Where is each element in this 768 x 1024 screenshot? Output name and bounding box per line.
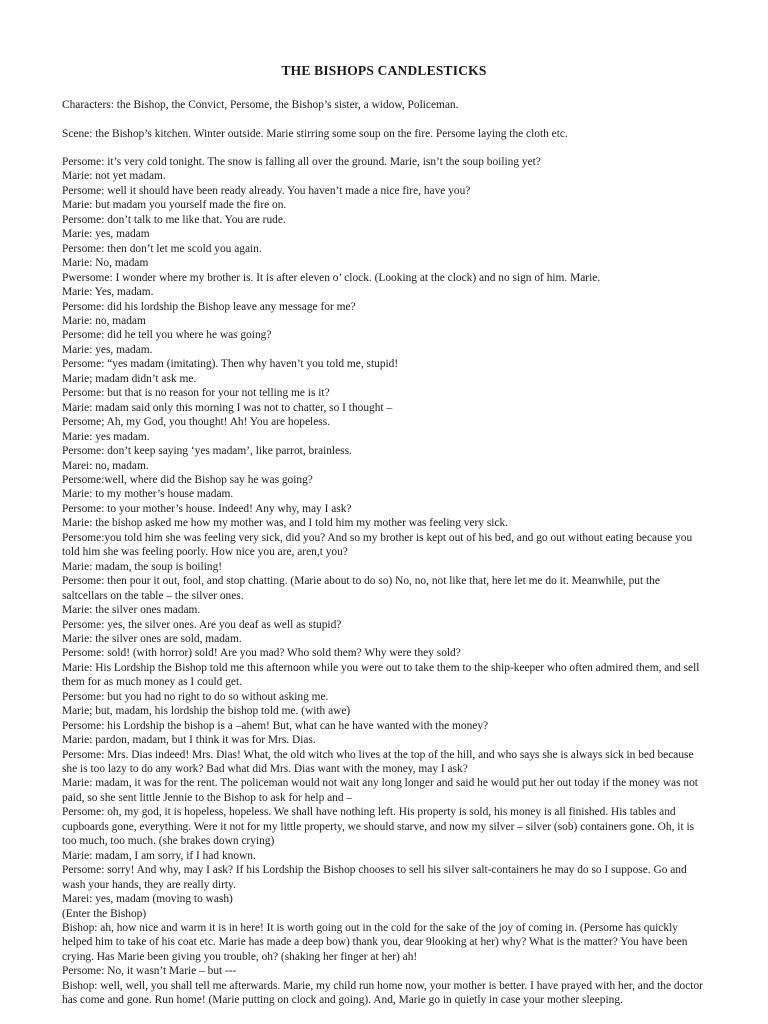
dialogue-line: Persome: sold! (with horror) sold! Are you mad? Who sold them? Why were they sold? [62,647,461,660]
dialogue-line: Marie: yes madam. [62,430,150,443]
dialogue-line: Persome: his Lordship the bishop is a –ahem! But, what can he have wanted with the money? [62,719,489,732]
dialogue-line: Pwersome: I wonder where my brother is. It is after eleven o’ clock. (Looking at the clock) and no sign of him. Marie. [62,271,601,284]
dialogue-line: Persome: did he tell you where he was going? [62,329,272,342]
dialogue-line: Persome: oh, my god, it is hopeless, hopeless. We shall have nothing left. His property is sold, his money is all finished. His tables and cupboards gone, everything. Were it not for my little property, we should starve, and now my silver – silver (sob) containers gone. Oh, it is too much, too much. (she brakes down crying) [62,806,695,848]
dialogue-line: Persome: yes, the silver ones. Are you deaf as well as stupid? [62,618,342,631]
dialogue-line: Marie: to my mother’s house madam. [62,488,234,501]
dialogue-line: Marie: No, madam [62,257,149,270]
dialogue-line: Marie: the bishop asked me how my mother was, and I told him my mother was feeling very sick. [62,517,509,530]
dialogue-line: Persome: Mrs. Dias indeed! Mrs. Dias! What, the old witch who lives at the top of the hill, and who says she is always sick in bed because she is too lazy to do any work? Bad what did Mrs. Dias want with the money, may I ask? [62,748,694,776]
dialogue-line: Bishop: well, well, you shall tell me afterwards. Marie, my child run home now, your mother is better. I have prayed with her, and the doctor has come and gone. Run home! (Marie putting on clock and going). And, Marie go in quietly in case your mother sleeping. [62,979,703,1007]
dialogue-line: Marie: the silver ones are sold, madam. [62,632,242,645]
dialogue-line: Persome: but you had no right to do so without asking me. [62,690,329,703]
dialogue-line: Persome: No, it wasn’t Marie – but --- [62,965,237,978]
dialogue-line: Persome: then pour it out, fool, and stop chatting. (Marie about to do so) No, no, not like that, here let me do it. Meanwhile, put the saltcellars on the table – the silver ones. [62,575,660,602]
dialogue-line: Persome: but that is no reason for your not telling me is it? [62,387,330,400]
dialogue-line: Marie; madam didn’t ask me. [62,372,197,385]
dialogue-body [62,155,708,1008]
dialogue-line: Persome; Ah, my God, you thought! Ah! You are hopeless. [62,416,330,429]
dialogue-line: Marie: the silver ones madam. [62,604,201,617]
dialogue-line: Persome:you told him she was feeling very sick, did you? And so my brother is kept out of his bed, and go out without eating because you told him she was feeling poorly. How nice you are, aren,t you? [62,531,693,559]
dialogue-line: Marie: no, madam [62,314,146,327]
dialogue-line: Marie: pardon, madam, but I think it was for Mrs. Dias. [62,734,316,747]
dialogue-line: Marie: but madam you yourself made the fire on. [62,199,287,212]
dialogue-line: Marie: His Lordship the Bishop told me this afternoon while you were out to take them to the ship-keeper who often admired them, and sell them for as much money as I could get. [62,661,700,689]
dialogue-line: Persome: sorry! And why, may I ask? If his Lordship the Bishop chooses to sell his silver salt-containers he may do so I suppose. Go and wash your hands, they are really dirty. [62,864,687,891]
dialogue-line: Marei: no, madam. [62,459,149,472]
dialogue-line: Persome: to your mother’s house. Indeed! Any why, may I ask? [62,502,352,515]
dialogue-line: Persome: well it should have been ready already. You haven’t made a nice fire, have you? [62,184,471,197]
dialogue-line: Persome: did his lordship the Bishop leave any message for me? [62,300,356,313]
dialogue-line: Persome:well, where did the Bishop say he was going? [62,473,313,486]
dialogue-line: Persome: then don’t let me scold you again. [62,242,262,255]
dialogue-line: Marie: madam, I am sorry, if I had known. [62,849,256,862]
dialogue-line: Marie; but, madam, his lordship the bishop told me. (with awe) [62,705,351,718]
dialogue-line: Persome: it’s very cold tonight. The snow is falling all over the ground. Marie, isn’t the soup boiling yet? [62,156,541,168]
dialogue-line: Persome: don’t keep saying ‘yes madam’, like parrot, brainless. [62,445,352,458]
dialogue-line: Persome: don’t talk to me like that. You are rude. [62,213,286,226]
dialogue-line: Marie: madam, the soup is boiling! [62,560,223,573]
dialogue-line: Marie: yes, madam. [62,343,153,356]
scene-line: Scene: the Bishop’s kitchen. Winter outside. Marie stirring some soup on the fire. Persome laying the cloth etc. [62,128,568,140]
dialogue-line: Marie: yes, madam [62,228,150,241]
dialogue-line: Marie: madam, it was for the rent. The policeman would not wait any long longer and said he would put her out today if the money was not paid, so she sent little Jennie to the Bishop to ask for help and – [62,777,698,804]
dialogue-line: Marie: madam said only this morning I was not to chatter, so I thought – [62,401,393,414]
dialogue-line: Bishop: ah, how nice and warm it is in here! It is worth going out in the cold for the sake of the joy of coming in. (Persome has quickly helped him to take of his coat etc. Marie has made a deep bow) thank you, dear 9looking at her) why? What is the matter? You have been crying. Has Marie been giving you trouble, oh? (shaking her finger at her) ah! [62,922,688,963]
dialogue-line: Marie: not yet madam. [62,170,166,183]
dialogue-line: Persome: “yes madam (imitating). Then why haven’t you told me, stupid! [62,358,399,371]
page-title: THE BISHOPS CANDLESTICKS [281,63,487,78]
characters-line: Characters: the Bishop, the Convict, Persome, the Bishop’s sister, a widow, Policeman. [62,99,459,111]
dialogue-line: Marei: yes, madam (moving to wash) [62,893,233,906]
dialogue-line: Marie: Yes, madam. [62,286,154,299]
dialogue-line: (Enter the Bishop) [62,907,147,920]
